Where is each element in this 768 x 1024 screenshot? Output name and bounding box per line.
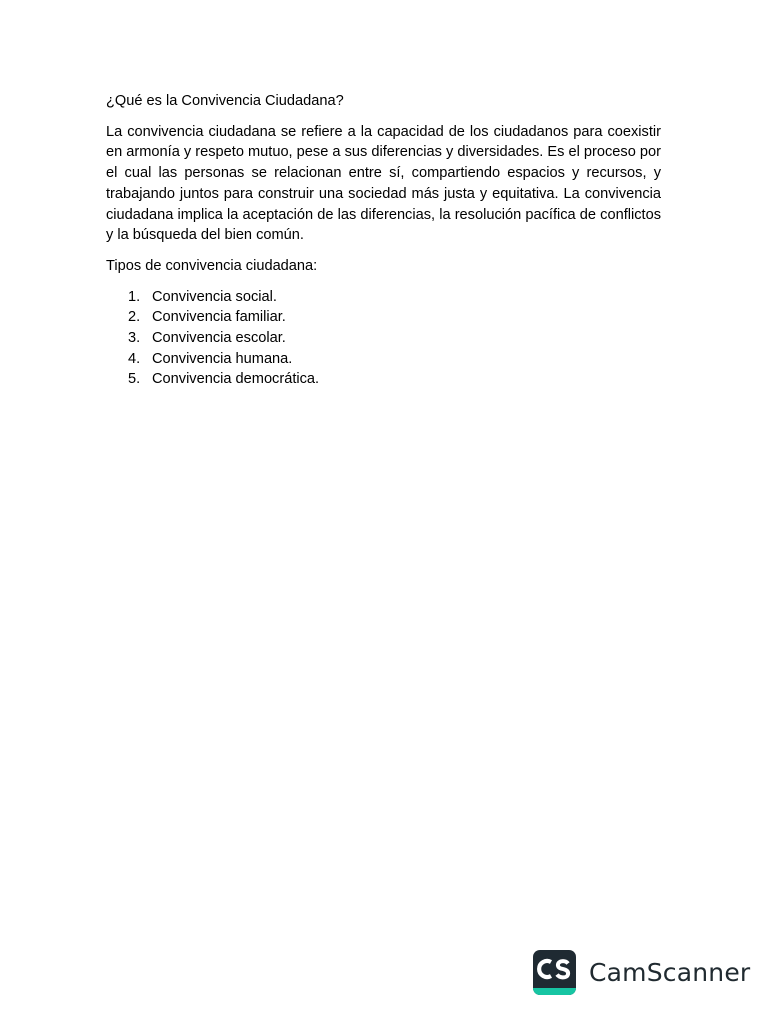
list-item-number: 5. (128, 371, 141, 388)
logo-accent-stripe (533, 988, 576, 995)
logo-cs-glyph (537, 955, 572, 985)
list-item-label: Convivencia humana. (152, 350, 293, 367)
list-item (106, 349, 661, 370)
list-item-number: 1. (128, 288, 141, 305)
list-item (106, 307, 661, 328)
list-item (106, 328, 661, 349)
list-item-label: Convivencia democrática. (152, 371, 320, 388)
camscanner-watermark (533, 950, 750, 995)
list-item (106, 369, 661, 390)
list-item-label: Convivencia escolar. (152, 330, 286, 347)
camscanner-logo-icon (533, 950, 576, 995)
types-list (106, 287, 661, 391)
document-body (106, 91, 661, 390)
list-item (106, 287, 661, 308)
definition-paragraph: La convivencia ciudadana se refiere a la capacidad de los ciudadanos para coexistir en armonía y respeto mutuo, pese a sus diferencias y diversidades. Es el proceso por el cual las personas se relacionan entre sí, compartiendo espacios y recursos, y trabajando juntos para construir una sociedad más justa y equitativa. La convivencia ciudadana implica la aceptación de las diferencias, la resolución pacífica de conflictos y la búsqueda del bien común. (106, 123, 661, 244)
brand-name: CamScanner (589, 958, 751, 987)
list-item-number: 2. (128, 309, 141, 326)
list-item-label: Convivencia familiar. (152, 309, 286, 326)
types-heading: Tipos de convivencia ciudadana: (106, 257, 318, 274)
list-item-number: 4. (128, 350, 141, 367)
document-heading: ¿Qué es la Convivencia Ciudadana? (106, 93, 344, 109)
list-item-number: 3. (128, 330, 141, 347)
list-item-label: Convivencia social. (152, 288, 277, 305)
